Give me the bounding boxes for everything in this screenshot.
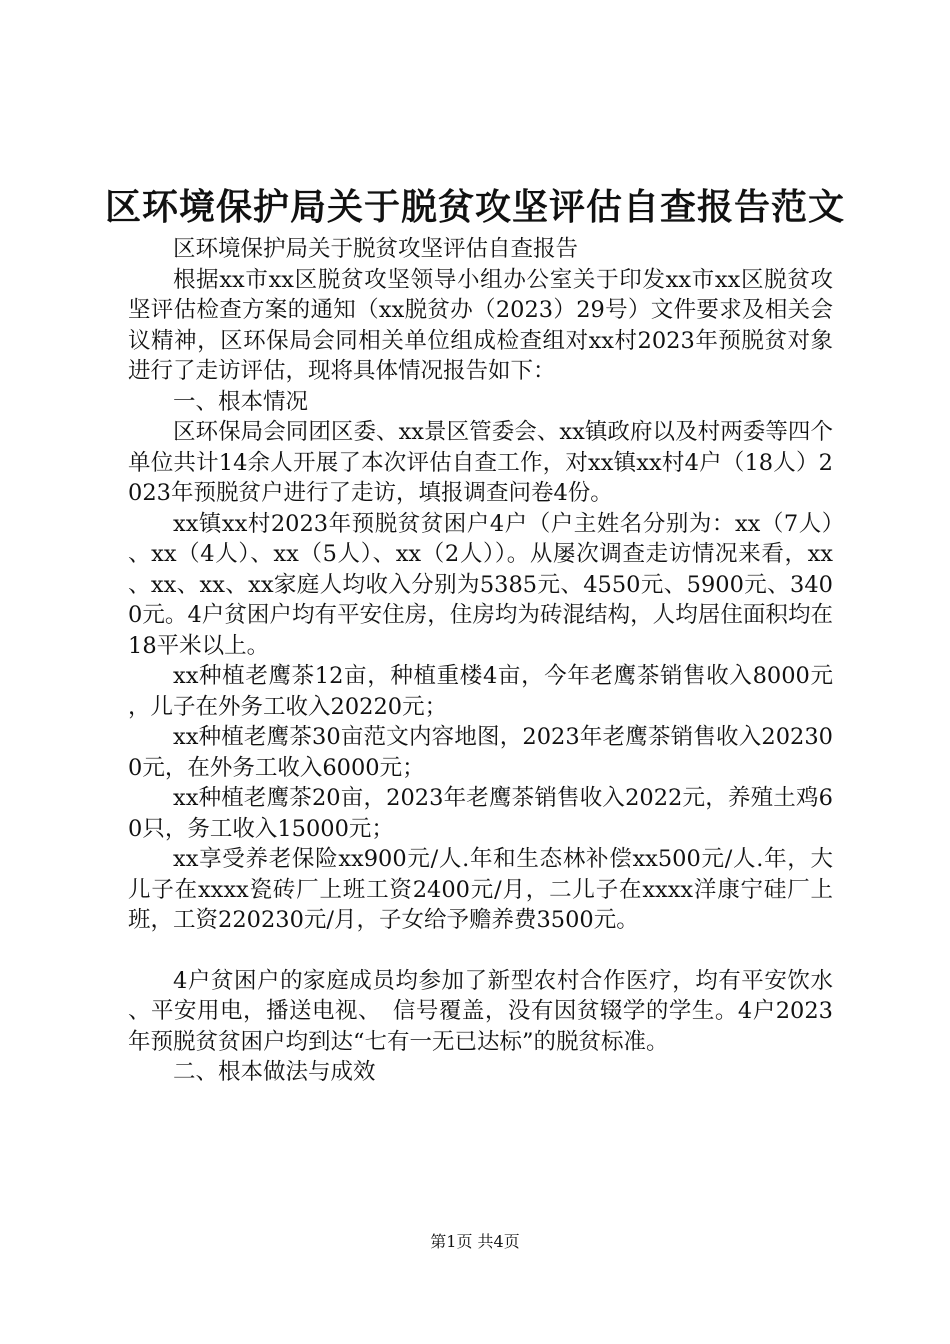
paragraph-household-2: xx种植老鹰茶30亩范文内容地图，2023年老鹰茶销售收入202300元，在外务工收入6000元； (128, 724, 833, 781)
report-subtitle: 区环境保护局关于脱贫攻坚评估自查报告 (173, 236, 579, 262)
intro-paragraph: 根据xx市xx区脱贫攻坚领导小组办公室关于印发xx市xx区脱贫攻坚评估检查方案的通知（xx脱贫办（2023）29号）文件要求及相关会议精神，区环保局会同相关单位组成检查组对xx村2023年预脱贫对象进行了走访评估，现将具体情况报告如下： (128, 266, 833, 384)
paragraph-household-4: xx享受养老保险xx900元/人.年和生态林补偿xx500元/人.年，大儿子在xxxx瓷砖厂上班工资2400元/月，二儿子在xxxx洋康宁硅厂上班，工资220230元/月，子女给予赡养费3500元。 (128, 846, 833, 933)
page-footer: 第1页 共4页 (430, 1232, 520, 1251)
paragraph-standards: 4户贫困户的家庭成员均参加了新型农村合作医疗，均有平安饮水、平安用电，播送电视、 信号覆盖，没有因贫辍学的学生。4户2023年预脱贫贫困户均到达“七有一无已达标”的脱贫标准。 (128, 967, 833, 1055)
paragraph-evaluation-team: 区环保局会同团区委、xx景区管委会、xx镇政府以及村两委等四个单位共计14余人开展了本次评估自查工作，对xx镇xx村4户（18人）2023年预脱贫户进行了走访，填报调查问卷4份。 (128, 419, 833, 506)
document-body (128, 234, 833, 1088)
paragraph-household-income: xx镇xx村2023年预脱贫贫困户4户（户主姓名分别为：xx（7人）、xx（4人）、xx（5人）、xx（2人））。从屡次调查走访情况来看，xx、xx、xx、xx家庭人均收入分别为5385元、4550元、5900元、3400元。4户贫困户均有平安住房，住房均为砖混结构，人均居住面积均在18平米以上。 (128, 510, 833, 659)
section-heading-basic-situation: 一、根本情况 (173, 388, 309, 415)
section-heading-methods: 二、根本做法与成效 (173, 1059, 376, 1085)
document-title: 区环境保护局关于脱贫攻坚评估自查报告范文 (104, 187, 845, 228)
paragraph-household-1: xx种植老鹰茶12亩，种植重楼4亩，今年老鹰茶销售收入8000元，儿子在外务工收入20220元； (128, 663, 833, 720)
paragraph-household-3: xx种植老鹰茶20亩，2023年老鹰茶销售收入2022元，养殖土鸡60只，务工收入15000元； (128, 785, 833, 842)
